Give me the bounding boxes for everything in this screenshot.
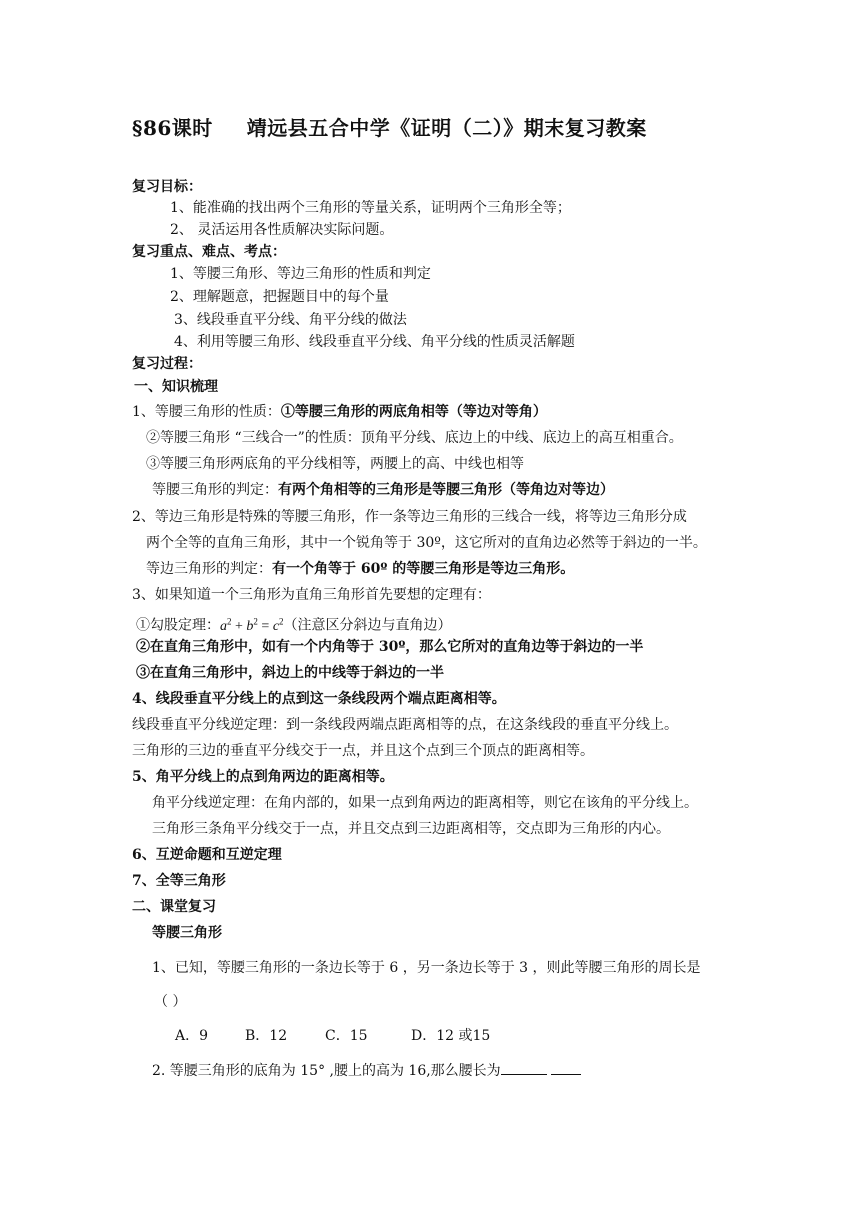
question-1: 1、已知，等腰三角形的一条边长等于 6 ，另一条边长等于 3 ，则此等腰三角形的周长是 xyxy=(152,960,701,976)
goal-item: 2、 灵活运用各性质解决实际问题。 xyxy=(170,222,394,238)
pythagorean-formula: $a^2 + b^2 = c^2$ xyxy=(220,616,284,634)
keypoint-item: 4、利用等腰三角形、线段垂直平分线、角平分线的性质灵活解题 xyxy=(174,334,575,350)
pythagorean-line xyxy=(136,611,452,637)
congruent-triangles: 7、全等三角形 xyxy=(132,873,226,889)
isosceles-criterion-line xyxy=(152,480,614,500)
keypoints-heading: 复习重点、难点、考点： xyxy=(132,244,286,260)
answer-blank[interactable] xyxy=(501,1060,547,1075)
keypoint-item: 3、线段垂直平分线、角平分线的做法 xyxy=(174,312,407,328)
perpendicular-bisector-concurrency: 三角形的三边的垂直平分线交于一点，并且这个点到三个顶点的距离相等。 xyxy=(132,743,594,759)
keypoint-item: 1、等腰三角形、等边三角形的性质和判定 xyxy=(170,266,431,282)
perpendicular-bisector-property: 4、线段垂直平分线上的点到这一条线段两个端点距离相等。 xyxy=(132,691,506,707)
angle-bisector-concurrency: 三角形三条角平分线交于一点，并且交点到三边距离相等，交点即为三角形的内心。 xyxy=(152,821,670,837)
option-c: C．15 xyxy=(325,1028,368,1044)
right-triangle-intro: 3、如果知道一个三角形为直角三角形首先要想的定理有： xyxy=(132,587,491,603)
equilateral-paragraph-cont: 两个全等的直角三角形，其中一个锐角等于 30º，这它所对的直角边必然等于斜边的一半。 xyxy=(146,535,707,551)
option-d: D．12 或15 xyxy=(411,1028,491,1044)
pythagorean-note: （注意区分斜边与直角边） xyxy=(283,617,452,634)
option-b: B．12 xyxy=(245,1028,288,1044)
angle-bisector-converse: 角平分线逆定理：在角内部的，如果一点到角两边的距离相等，则它在该角的平分线上。 xyxy=(152,795,698,811)
isosceles-property-1: ①等腰三角形的两底角相等（等边对等角） xyxy=(280,404,547,420)
right-triangle-30-degree: ②在直角三角形中，如有一个内角等于 30º，那么它所对的直角边等于斜边的一半 xyxy=(136,639,644,655)
goals-heading: 复习目标： xyxy=(132,179,202,195)
right-triangle-median: ③在直角三角形中，斜边上的中线等于斜边的一半 xyxy=(136,665,444,681)
perpendicular-bisector-converse: 线段垂直平分线逆定理：到一条线段两端点距离相等的点，在这条线段的垂直平分线上。 xyxy=(132,717,678,733)
equilateral-criterion-label: 等边三角形的判定： xyxy=(146,561,272,577)
subsection-isosceles: 等腰三角形 xyxy=(152,925,222,941)
question-1-answer-paren: （ ） xyxy=(154,994,187,1010)
keypoint-item: 2、理解题意，把握题目中的每个量 xyxy=(170,289,389,305)
answer-blank[interactable] xyxy=(551,1060,581,1075)
section-classroom-review: 二、课堂复习 xyxy=(132,899,216,915)
section-knowledge: 一、知识梳理 xyxy=(134,379,218,395)
isosceles-criterion: 有两个角相等的三角形是等腰三角形（等角边对等边） xyxy=(278,482,614,498)
document-title xyxy=(132,112,647,141)
isosceles-property-3: ③等腰三角形两底角的平分线相等，两腰上的高、中线也相等 xyxy=(146,456,524,472)
title-main: 靖远县五合中学《证明（二）》期末复习教案 xyxy=(246,116,647,140)
equilateral-paragraph: 2、等边三角形是特殊的等腰三角形，作一条等边三角形的三线合一线，将等边三角形分成 xyxy=(132,509,687,525)
lesson-number: §86课时 xyxy=(132,116,213,140)
question-2 xyxy=(152,1060,581,1081)
question-2-text: 2. 等腰三角形的底角为 15° ,腰上的高为 16,那么腰长为 xyxy=(152,1063,501,1079)
goal-item: 1、能准确的找出两个三角形的等量关系，证明两个三角形全等； xyxy=(170,200,571,216)
equilateral-criterion: 有一个角等于 60º 的等腰三角形是等边三角形。 xyxy=(272,561,575,577)
pythagorean-label: ①勾股定理： xyxy=(136,617,220,634)
isosceles-property-2: ②等腰三角形 “三线合一”的性质：顶角平分线、底边上的中线、底边上的高互相重合。 xyxy=(146,430,683,446)
isosceles-property-label: 1、等腰三角形的性质： xyxy=(132,404,281,420)
inverse-propositions: 6、互逆命题和互逆定理 xyxy=(132,847,282,863)
isosceles-property-line xyxy=(132,402,547,422)
equilateral-criterion-line xyxy=(146,559,574,579)
angle-bisector-property: 5、角平分线上的点到角两边的距离相等。 xyxy=(132,769,394,785)
process-heading: 复习过程： xyxy=(132,356,202,372)
option-a: A．9 xyxy=(175,1028,209,1044)
isosceles-criterion-label: 等腰三角形的判定： xyxy=(152,482,278,498)
